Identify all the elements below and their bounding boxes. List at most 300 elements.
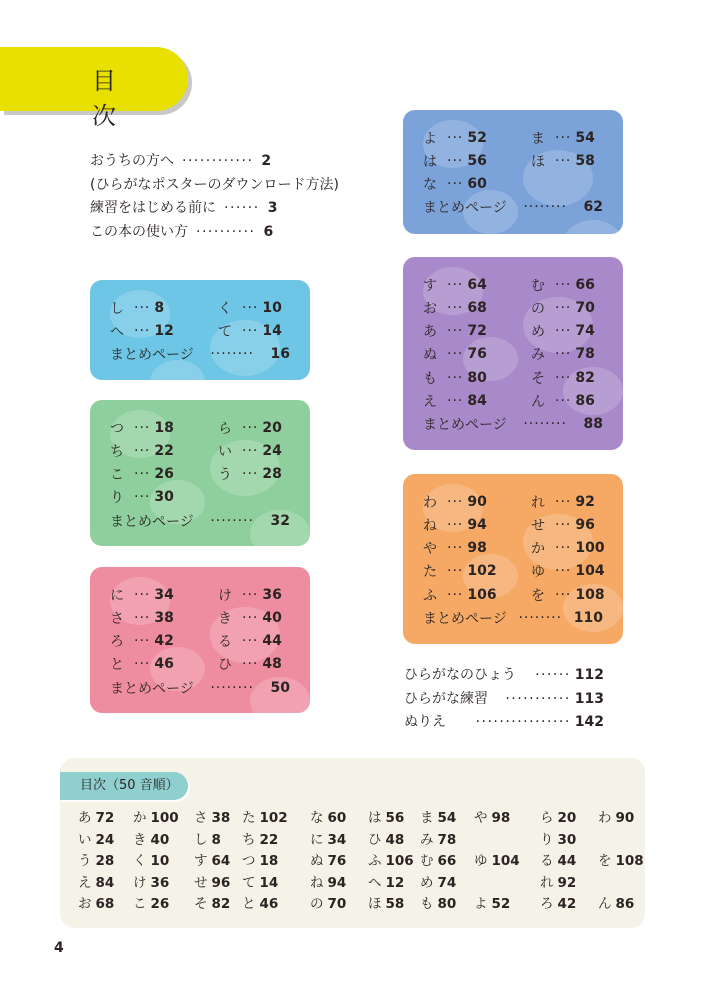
page-ref: 26 [154,466,174,483]
toc-entry[interactable] [423,320,487,343]
kana: あ [423,324,437,341]
toc-entry[interactable] [423,537,487,560]
toc-label: ひらがなのひょう [404,667,516,683]
toc-entry[interactable] [218,630,282,653]
page-ref: 34 [327,831,347,848]
page-ref: 66 [575,276,595,293]
page-ref: 18 [154,419,174,436]
kana: ふ [368,853,382,869]
gojuon-cell[interactable] [540,871,576,891]
leader-dots: ········ [210,679,254,696]
gojuon-cell[interactable] [540,892,576,912]
page-ref: 86 [615,896,635,912]
kana: こ [133,896,147,912]
toc-entry[interactable] [110,439,174,462]
toc-label: おうちの方へ [90,153,174,169]
leader-dots: ··· [555,152,572,169]
page-ref: 12 [154,322,174,339]
toc-entry[interactable] [423,490,487,513]
page-ref: 3 [267,200,278,216]
leader-dots: ··· [134,609,151,626]
page-ref: 62 [583,199,603,216]
toc-box-navy [403,110,623,234]
gojuon-cell[interactable] [194,871,230,891]
toc-entry[interactable] [423,513,487,536]
page-ref: 94 [467,516,487,533]
page-ref: 100 [150,810,179,826]
page-ref: 106 [385,853,414,869]
kana: い [218,443,232,460]
leader-dots: ··· [555,323,572,340]
leader-dots: ······ [535,667,571,683]
gojuon-cell[interactable] [420,892,456,912]
header-pill [0,47,188,130]
summary-label: まとめページ [423,611,507,627]
kana: ね [310,874,324,891]
toc-entry[interactable] [218,606,282,629]
gojuon-cell[interactable] [78,871,114,891]
page-ref: 80 [467,369,487,386]
kana: も [423,370,437,387]
kana: る [218,634,232,651]
toc-entry[interactable] [218,296,282,319]
kana: ろ [110,634,124,651]
kana: お [78,896,92,912]
leader-dots: ··· [134,299,151,316]
kana: め [531,324,545,341]
leader-dots: ··· [555,563,572,580]
leader-dots: ··· [555,540,572,557]
kana: く [218,300,232,317]
page-ref: 70 [575,299,595,316]
page-ref: 50 [270,679,290,696]
kana: ゆ [474,853,488,869]
summary-entry[interactable] [423,196,603,219]
leader-dots: ··· [242,586,259,603]
page-ref: 40 [262,609,282,626]
toc-entry[interactable] [531,320,595,343]
leader-dots: ··· [447,276,464,293]
gojuon-cell[interactable] [78,806,114,826]
leader-dots: ··· [134,442,151,459]
page-ref: 68 [467,299,487,316]
kana: た [242,810,256,826]
gojuon-cell[interactable] [368,849,414,869]
toc-entry[interactable] [423,173,487,196]
summary-label: まとめページ [110,680,194,697]
page-ref: 70 [327,896,347,912]
leader-dots: ········ [210,346,254,363]
kana: ふ [423,587,437,604]
page-ref: 84 [95,874,115,891]
toc-entry[interactable] [531,583,605,606]
page-ref: 88 [583,416,603,433]
toc-entry[interactable] [531,390,595,413]
gojuon-cell[interactable] [310,892,346,912]
kana: ま [420,810,434,826]
page-ref: 52 [491,896,511,912]
kana: う [218,467,232,484]
gojuon-cell[interactable] [598,849,644,869]
page-ref: 36 [262,586,282,603]
gojuon-cell[interactable] [133,828,169,848]
toc-entry[interactable] [110,416,174,439]
kana: も [420,896,434,912]
intro-list [90,150,339,244]
gojuon-cell[interactable] [194,806,230,826]
gojuon-cell[interactable] [420,828,456,848]
kana: れ [531,494,545,511]
toc-entry[interactable] [218,463,282,486]
gojuon-cell[interactable] [310,828,346,848]
kana: と [110,657,124,674]
toc-entry[interactable] [423,366,487,389]
page-ref: 38 [211,810,231,826]
page-ref: 84 [467,393,487,409]
toc-entry[interactable] [423,390,487,413]
toc-entry[interactable] [423,149,487,172]
toc-box-green [90,400,310,546]
page-ref: 60 [467,176,487,193]
leader-dots: ··· [555,586,572,603]
gojuon-cell[interactable] [598,806,634,826]
gojuon-cell[interactable] [420,871,456,891]
leader-dots: ··· [555,346,572,363]
gojuon-cell[interactable] [133,806,179,826]
gojuon-cell[interactable] [474,892,510,912]
page-ref: 2 [261,153,272,169]
page-ref: 42 [154,633,174,650]
toc-entry[interactable] [531,560,605,583]
page-ref: 108 [615,853,644,869]
leader-dots: ········ [518,610,563,626]
gojuon-cell[interactable] [420,849,456,869]
page-ref: 40 [150,831,170,848]
leader-dots: ········ [523,416,567,433]
toc-entry[interactable] [404,711,604,735]
kana: ね [423,517,437,534]
toc-entry[interactable] [531,273,595,296]
summary-entry[interactable] [423,607,603,630]
summary-label: まとめページ [423,200,507,217]
page-ref: 100 [575,540,605,557]
page-ref: 24 [95,831,115,848]
toc-entry[interactable] [531,149,595,172]
page-ref: 22 [154,442,174,459]
toc-label: 練習をはじめる前に [90,200,216,216]
kana: お [423,300,437,317]
page-ref: 16 [270,346,290,363]
toc-entry[interactable] [531,296,595,319]
page-ref: 44 [557,853,577,869]
summary-entry[interactable] [423,413,603,436]
gojuon-cell[interactable] [310,806,346,826]
toc-entry[interactable] [218,583,282,606]
page-ref: 96 [575,516,595,533]
gojuon-cell[interactable] [194,849,230,869]
gojuon-cell[interactable] [78,849,114,869]
toc-entry[interactable] [531,537,605,560]
toc-entry[interactable] [423,343,487,366]
toc-entry[interactable] [218,319,282,342]
leader-dots: ··· [242,419,259,436]
page-ref: 14 [259,874,279,891]
leader-dots: ··· [447,176,464,193]
kana: る [540,853,554,869]
leader-dots: ········ [523,199,567,216]
page-ref: 36 [150,874,170,891]
gojuon-cell[interactable] [242,828,278,848]
leader-dots: ··· [134,656,151,673]
page-ref: 28 [95,853,115,869]
kana: へ [110,323,124,340]
kana: を [598,853,612,869]
toc-label: この本の使い方 [90,223,188,240]
gojuon-cell[interactable] [368,892,404,912]
toc-entry[interactable] [423,296,487,319]
gojuon-cell[interactable] [133,871,169,891]
toc-entry[interactable] [90,150,339,174]
page-ref: 90 [467,493,487,510]
kana: よ [423,130,437,147]
leader-dots: ··· [447,346,464,363]
kana: わ [423,494,437,511]
page-ref: 98 [467,540,487,557]
kana: け [218,587,232,604]
leader-dots: ··· [447,299,464,316]
toc-entry[interactable] [531,343,595,366]
kana: え [423,394,437,410]
page-ref: 20 [557,810,577,826]
gojuon-cell[interactable] [598,892,634,912]
kana: ろ [540,896,554,912]
toc-entry[interactable] [110,463,174,486]
gojuon-cell[interactable] [78,828,114,848]
page-ref: 10 [262,299,282,316]
kana: て [218,323,232,340]
page-ref: 86 [575,393,595,409]
gojuon-cell[interactable] [540,849,576,869]
kana: た [423,564,437,581]
kana: い [78,831,92,848]
kana: え [78,874,92,891]
page-ref: 94 [327,874,347,891]
toc-entry[interactable] [218,416,282,439]
leader-dots: ··· [134,419,151,436]
toc-entry[interactable] [110,486,174,509]
toc-entry[interactable] [90,221,339,245]
kana: こ [110,467,124,484]
page-ref: 18 [259,853,279,869]
kana: せ [194,874,208,891]
toc-box-orange [403,474,623,644]
page-ref: 72 [467,323,487,340]
toc-entry[interactable] [110,319,174,342]
kana: そ [194,896,208,912]
summary-entry[interactable] [110,676,290,699]
toc-entry[interactable] [531,513,595,536]
kana: き [218,610,232,627]
kana: ほ [531,153,545,170]
toc-entry[interactable] [110,296,164,319]
leader-dots: ··· [555,516,572,533]
page-ref: 52 [467,129,487,146]
page-ref: 46 [259,896,279,912]
leader-dots: ··· [447,369,464,386]
toc-entry[interactable] [531,126,595,149]
gojuon-label: 目次（50 音順） [60,772,188,800]
kana: や [474,810,488,826]
kana: の [531,300,545,317]
leader-dots: ············ [182,153,254,169]
gojuon-cell[interactable] [368,806,404,826]
gojuon-cell[interactable] [540,828,576,848]
kana: き [133,831,147,848]
kana: う [78,853,92,869]
leader-dots: ··· [447,563,464,580]
toc-entry[interactable] [404,664,604,688]
page-ref: 46 [154,656,174,673]
toc-entry [90,174,339,198]
toc-entry[interactable] [110,583,174,606]
toc-entry[interactable] [110,653,174,676]
page-ref: 56 [467,152,487,169]
gojuon-cell[interactable] [133,892,169,912]
gojuon-cell[interactable] [242,806,288,826]
kana: み [420,831,434,848]
kana: ゆ [531,564,545,581]
page-ref: 76 [467,346,487,363]
toc-entry[interactable] [423,583,497,606]
cloud-decoration [563,220,623,234]
leader-dots: ··· [447,393,464,409]
kana: み [531,347,545,364]
page-ref: 56 [385,810,405,826]
page-ref: 92 [575,493,595,510]
leader-dots: ··· [555,493,572,510]
leader-dots: ··· [447,586,464,603]
gojuon-index [60,758,645,928]
gojuon-cell[interactable] [474,806,510,826]
toc-entry[interactable] [110,606,174,629]
leader-dots: ··· [242,656,259,673]
page-ref: 8 [154,299,165,316]
gojuon-cell[interactable] [540,806,576,826]
kana: は [423,153,437,170]
toc-entry[interactable] [110,630,174,653]
gojuon-cell[interactable] [242,892,278,912]
page-ref: 113 [574,690,604,707]
kana: れ [540,874,554,891]
summary-entry[interactable] [110,343,290,366]
page-ref: 64 [211,853,231,869]
leader-dots: ··· [555,299,572,316]
page-ref: 104 [491,853,520,869]
page-ref: 44 [262,633,282,650]
leader-dots: ················ [475,714,571,730]
leader-dots: ········ [210,512,254,529]
toc-entry[interactable] [531,366,595,389]
page-ref: 82 [575,369,595,386]
page-ref: 20 [262,419,282,436]
gojuon-cell[interactable] [78,892,114,912]
page-ref: 98 [491,810,511,826]
page-ref: 30 [154,489,174,506]
page-ref: 74 [575,323,595,340]
gojuon-cell[interactable] [242,871,278,891]
summary-label: まとめページ [110,513,194,530]
kana: な [423,177,437,194]
summary-entry[interactable] [110,509,290,532]
kana: よ [474,896,488,912]
kana: や [423,541,437,558]
page-ref: 54 [437,810,457,826]
page-ref: 78 [437,831,457,848]
kana: す [423,277,437,294]
page-ref: 10 [150,853,170,869]
page-ref: 106 [467,586,497,603]
toc-entry[interactable] [423,273,487,296]
kana: し [110,300,124,317]
kana: か [531,541,545,558]
leader-dots: ··· [447,493,464,510]
toc-entry[interactable] [90,197,339,221]
leader-dots: ······ [224,200,260,216]
summary-label: まとめページ [110,347,194,364]
page-ref: 102 [259,810,288,826]
gojuon-cell[interactable] [310,871,346,891]
gojuon-cell[interactable] [474,849,520,869]
page-ref: 8 [211,831,221,848]
kana: と [242,896,256,912]
leader-dots: ··········· [505,690,571,707]
gojuon-cell[interactable] [368,828,404,848]
gojuon-cell[interactable] [242,849,278,869]
summary-label: まとめページ [423,417,507,434]
toc-entry[interactable] [531,490,595,513]
toc-entry[interactable] [423,560,497,583]
kana: く [133,853,147,869]
kana: ち [110,443,124,460]
page-ref: 112 [574,667,604,683]
toc-entry[interactable] [404,688,604,712]
gojuon-cell[interactable] [368,871,404,891]
gojuon-cell[interactable] [310,849,346,869]
leader-dots: ··· [447,323,464,340]
leader-dots: ··· [447,129,464,146]
kana: り [110,490,124,507]
toc-label: ぬりえ [404,714,446,730]
gojuon-cell[interactable] [194,892,230,912]
kana: は [368,810,382,826]
gojuon-cell[interactable] [420,806,456,826]
gojuon-cell[interactable] [194,828,221,848]
leader-dots: ··· [134,489,151,506]
toc-entry[interactable] [218,653,282,676]
kana: ひ [218,657,232,674]
gojuon-cell[interactable] [133,849,169,869]
toc-entry[interactable] [218,439,282,462]
page-ref: 28 [262,466,282,483]
kana: め [420,874,434,891]
leader-dots: ··· [242,442,259,459]
kana: ち [242,831,256,848]
page-ref: 102 [467,563,497,580]
kana: り [540,831,554,848]
leader-dots: ··· [134,466,151,483]
toc-entry[interactable] [423,126,487,149]
page-ref: 58 [385,896,405,912]
